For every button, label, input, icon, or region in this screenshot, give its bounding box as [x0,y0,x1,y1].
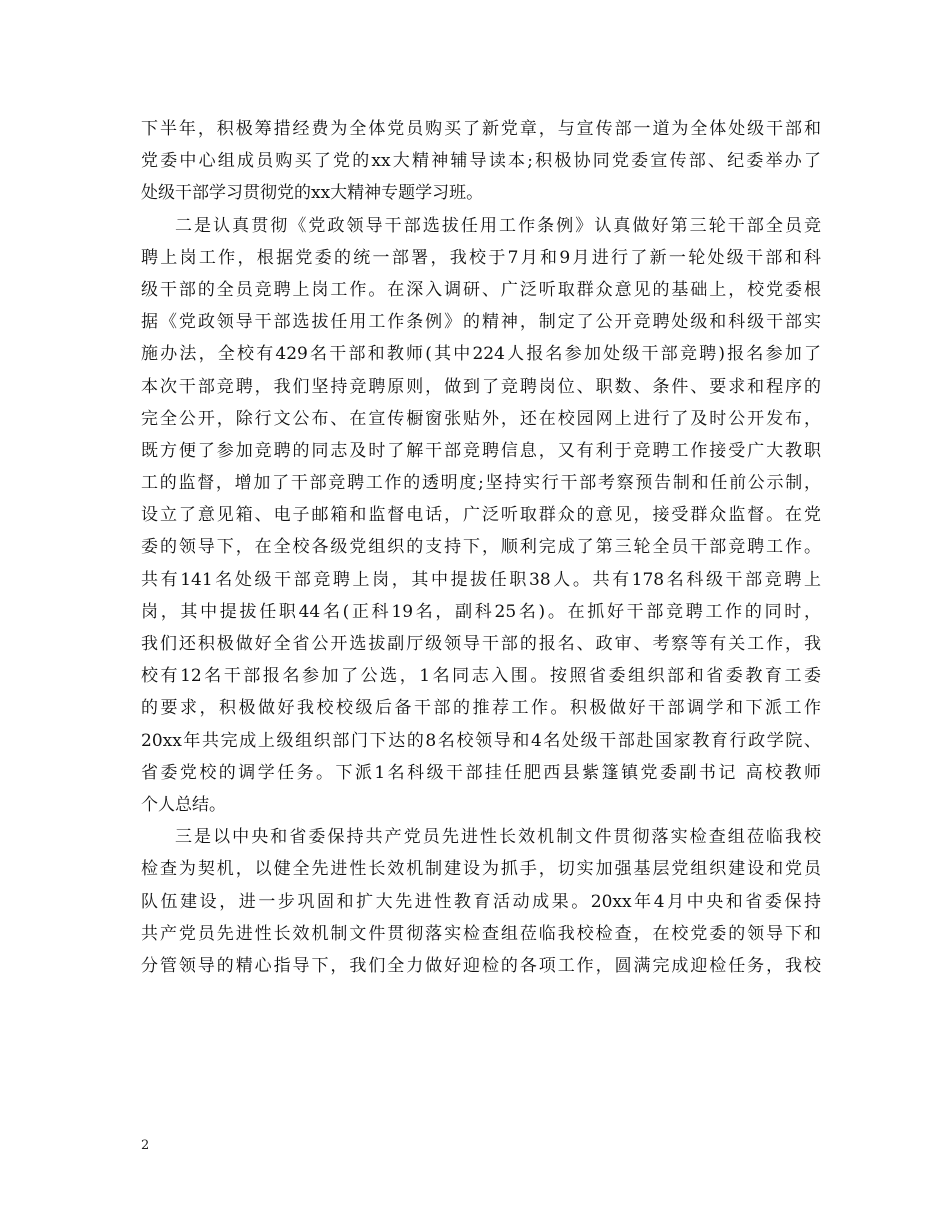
paragraph-first-line: 三是以中央和省委保持共产党员先进性长效机制文件贯彻落实检查组莅临我校 [175,827,821,848]
text-line: 级干部的全员竞聘上岗工作。在深入调研、广泛听取群众意见的基础上，校党委根 [141,279,821,300]
paragraph-first-line: 二是认真贯彻《党政领导干部选拔任用工作条例》认真做好第三轮干部全员竞 [175,215,821,236]
text-line: 校有12名干部报名参加了公选，1名同志入围。按照省委组织部和省委教育工委 [141,666,821,687]
page-number: 2 [141,1138,150,1153]
text-line: 党委中心组成员购买了党的xx大精神辅导读本;积极协同党委宣传部、纪委举办了 [141,151,821,172]
text-line: 共产党员先进性长效机制文件贯彻落实检查组莅临我校检查，在校党委的领导下和 [141,923,821,944]
text-line: 的要求，积极做好我校校级后备干部的推荐工作。积极做好干部调学和下派工作 [141,698,821,719]
text-line: 既方便了参加竞聘的同志及时了解干部竞聘信息，又有利于竞聘工作接受广大教职 [141,440,821,461]
text-line: 下半年，积极筹措经费为全体党员购买了新党章，与宣传部一道为全体处级干部和 [141,119,821,139]
text-line: 20xx年共完成上级组织部门下达的8名校领导和4名处级干部赴国家教育行政学院、 [141,730,821,751]
text-line: 工的监督，增加了干部竞聘工作的透明度;坚持实行干部考察预告制和任前公示制， [141,473,821,494]
text-line: 处级干部学习贯彻党的xx大精神专题学习班。 [141,183,484,204]
text-line: 施办法，全校有429名干部和教师(其中224人报名参加处级干部竞聘)报名参加了 [141,344,821,365]
text-line: 岗，其中提拔任职44名(正科19名，副科25名)。在抓好干部竞聘工作的同时， [141,601,821,622]
text-line: 省委党校的调学任务。下派1名科级干部挂任肥西县紫篷镇党委副书记 高校教师 [141,762,821,783]
text-line: 完全公开，除行文公布、在宣传橱窗张贴外，还在校园网上进行了及时公开发布， [141,408,821,429]
text-line: 个人总结。 [141,794,226,815]
text-line: 委的领导下，在全校各级党组织的支持下，顺利完成了第三轮全员干部竞聘工作。 [141,537,821,558]
text-line: 我们还积极做好全省公开选拔副厅级领导干部的报名、政审、考察等有关工作，我 [141,634,821,654]
text-line: 设立了意见箱、电子邮箱和监督电话，广泛听取群众的意见，接受群众监督。在党 [141,505,821,526]
text-line: 聘上岗工作，根据党委的统一部署，我校于7月和9月进行了新一轮处级干部和科 [141,247,821,268]
text-line: 据《党政领导干部选拔任用工作条例》的精神，制定了公开竞聘处级和科级干部实 [141,312,821,333]
text-line: 队伍建设，进一步巩固和扩大先进性教育活动成果。20xx年4月中央和省委保持 [141,891,821,912]
document-body [141,113,821,982]
text-line: 分管领导的精心指导下，我们全力做好迎检的各项工作，圆满完成迎检任务，我校 [141,955,821,976]
text-line: 共有141名处级干部竞聘上岗，其中提拔任职38人。共有178名科级干部竞聘上 [141,569,821,590]
text-line: 检查为契机，以健全先进性长效机制建设为抓手，切实加强基层党组织建设和党员 [141,859,821,880]
text-line: 本次干部竞聘，我们坚持竞聘原则，做到了竞聘岗位、职数、条件、要求和程序的 [141,376,821,397]
